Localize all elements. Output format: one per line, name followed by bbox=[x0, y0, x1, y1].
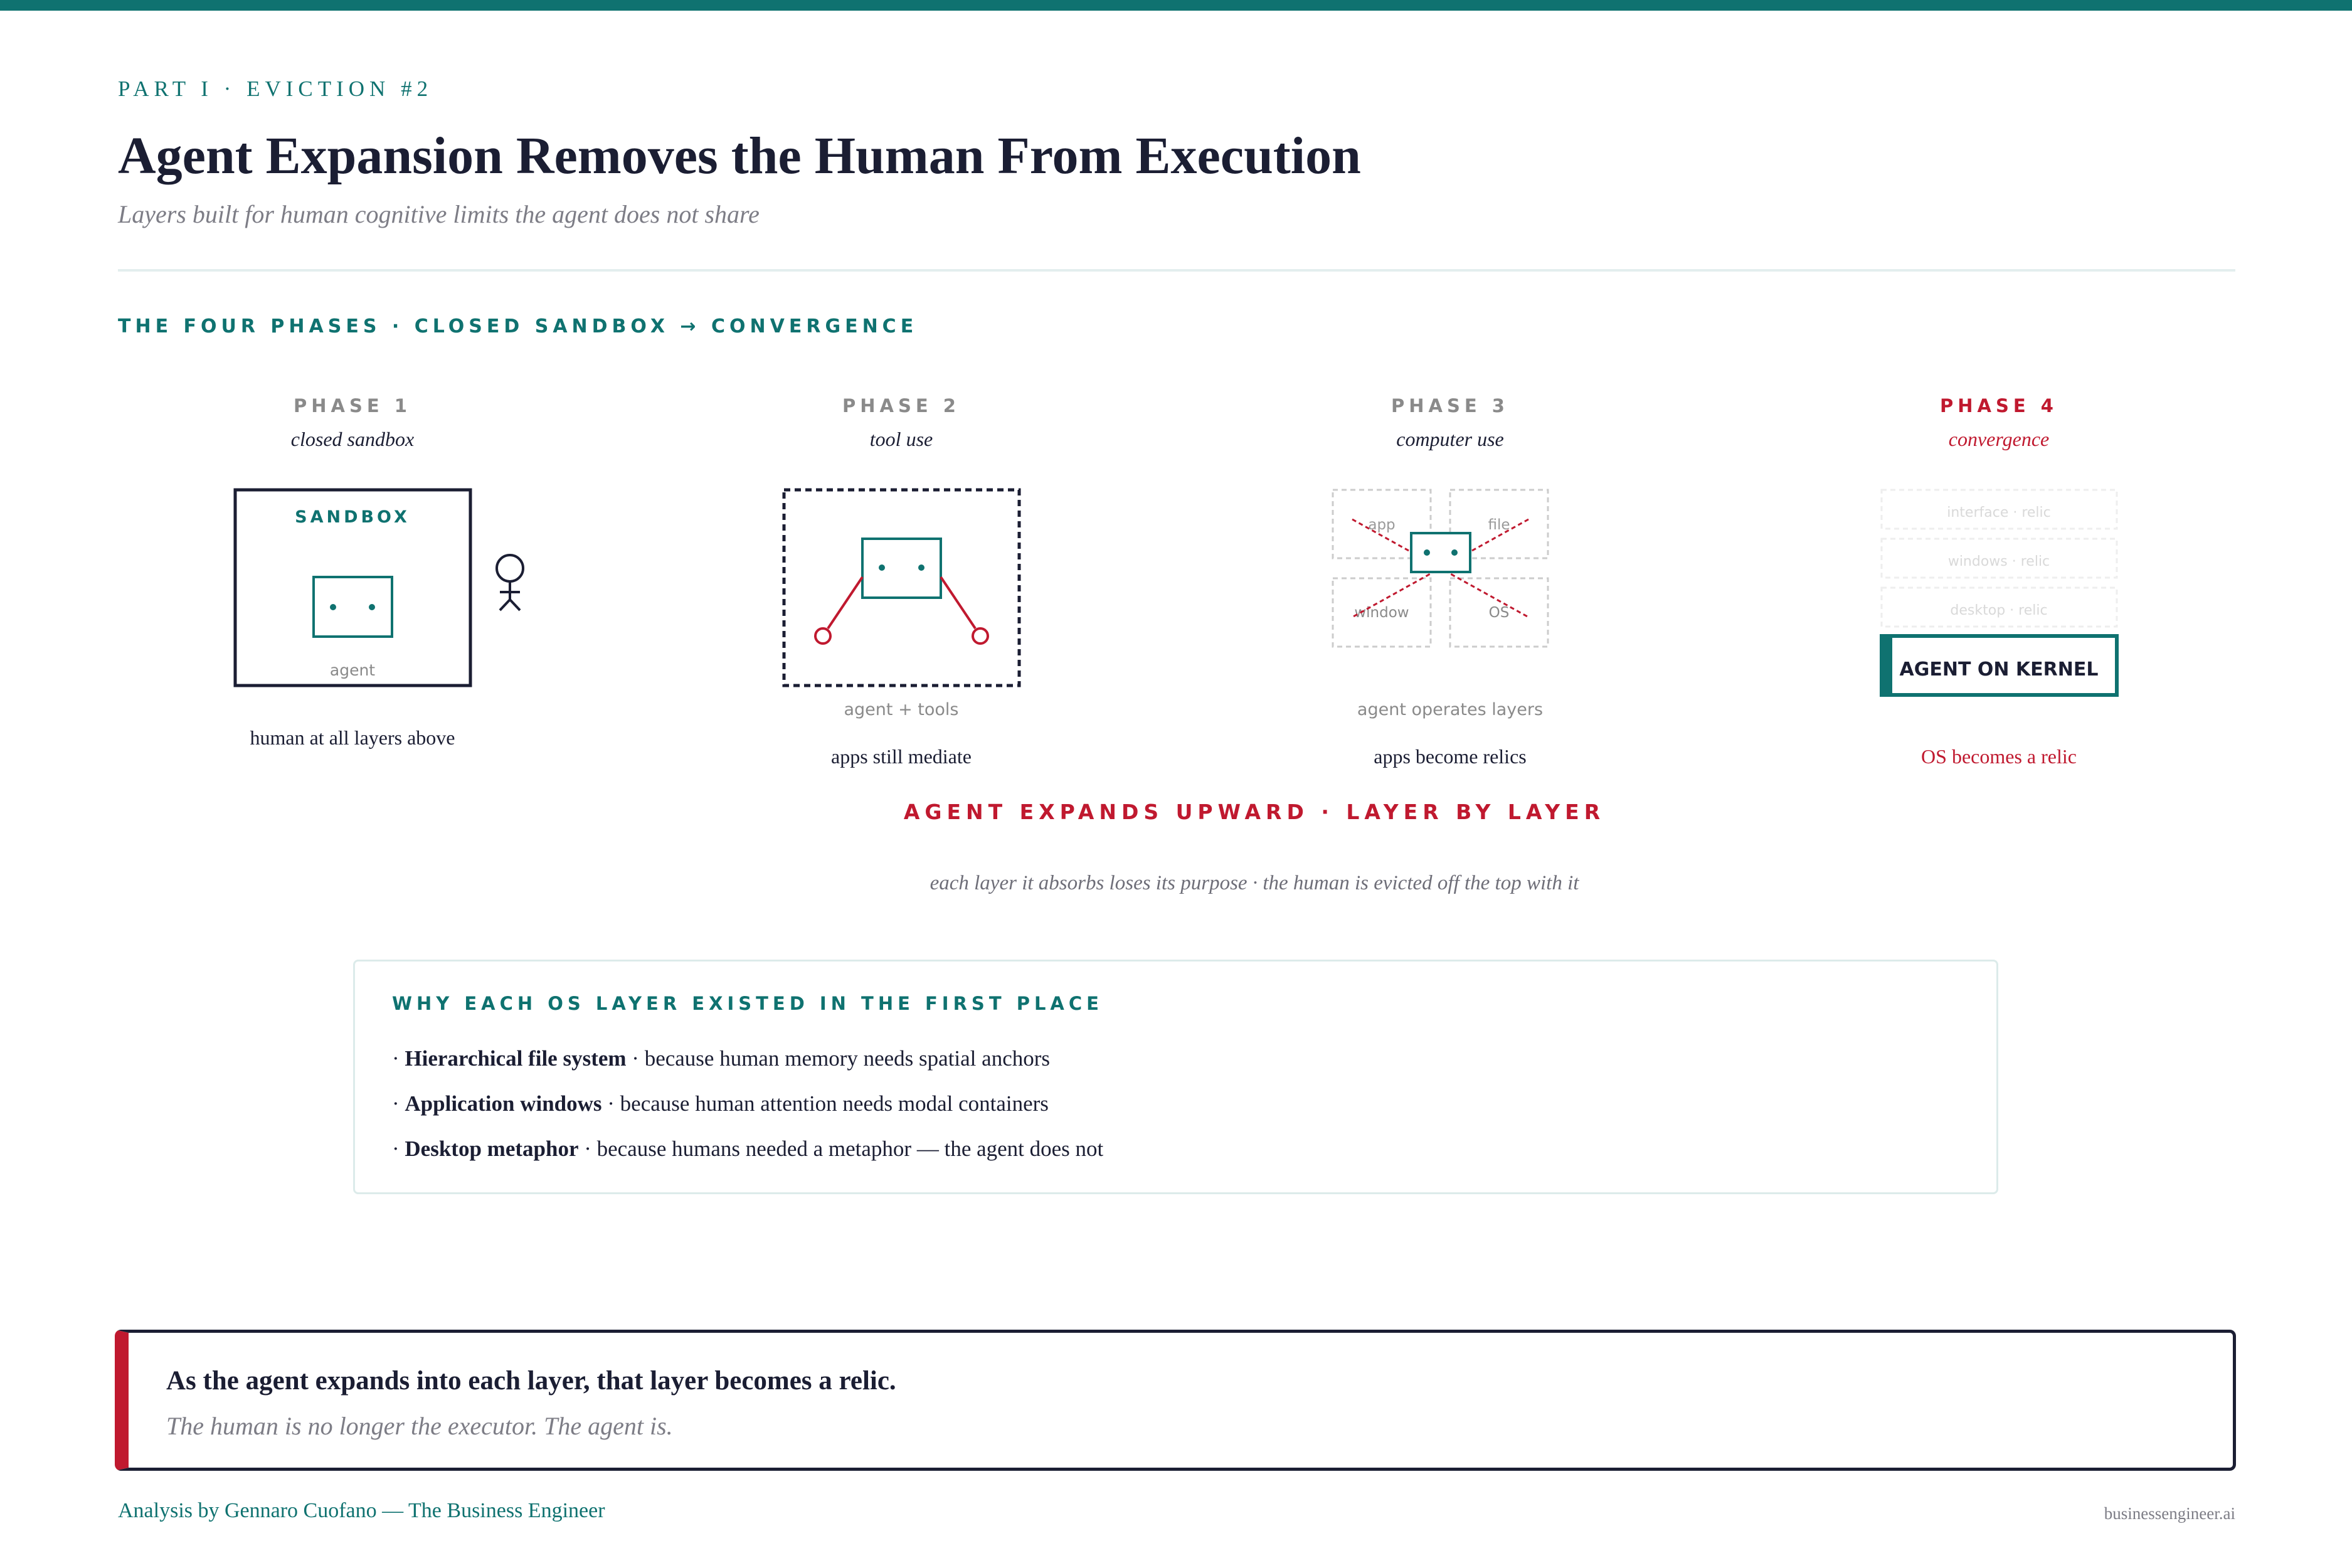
phase-1-sub: closed sandbox bbox=[290, 428, 415, 450]
phase-3-sub: computer use bbox=[1396, 428, 1504, 450]
callout-box bbox=[115, 1330, 2236, 1471]
reason-text: · because humans needed a metaphor — the agent does not bbox=[578, 1136, 1104, 1161]
reason-item: · Hierarchical file system · because human memory needs spatial anchors bbox=[392, 1046, 1051, 1071]
cell-window-label: window bbox=[1354, 605, 1409, 621]
relic-desktop-label: desktop · relic bbox=[1950, 603, 2048, 618]
tool-link-left bbox=[828, 577, 862, 628]
why-box-title: WHY EACH OS LAYER EXISTED IN THE FIRST PLACE bbox=[392, 993, 1103, 1014]
phase-4-caption: OS becomes a relic bbox=[1921, 745, 2077, 768]
phase-2-caption: apps still mediate bbox=[831, 745, 972, 768]
layers-caption: agent operates layers bbox=[1357, 700, 1544, 719]
callout-main: As the agent expands into each layer, that layer becomes a relic. bbox=[166, 1366, 896, 1396]
cell-app-label: app bbox=[1368, 517, 1396, 533]
phase-3-label: PHASE 3 bbox=[1391, 395, 1509, 416]
sandbox-title: SANDBOX bbox=[295, 507, 410, 527]
phase-2-diagram bbox=[784, 490, 1019, 719]
reason-text: · because human attention needs modal containers bbox=[601, 1091, 1049, 1116]
phase-3-diagram bbox=[1333, 490, 1548, 719]
tool-link-right bbox=[941, 577, 975, 628]
reason-item: · Application windows · because human attention needs modal containers bbox=[392, 1091, 1049, 1116]
tool-box bbox=[784, 490, 1019, 686]
agent-icon bbox=[862, 539, 941, 598]
footer-credit: Analysis by Gennaro Cuofano — The Business Engineer bbox=[118, 1499, 605, 1522]
tool-node-left bbox=[815, 628, 830, 644]
phase-2-sub: tool use bbox=[869, 428, 933, 450]
kernel-label: AGENT ON KERNEL bbox=[1899, 659, 2099, 681]
phase-1-label: PHASE 1 bbox=[294, 395, 411, 416]
kernel-accent bbox=[1882, 636, 1892, 695]
phase-2-label: PHASE 2 bbox=[842, 395, 960, 416]
phases-diagram bbox=[0, 0, 2352, 753]
cell-file-label: file bbox=[1488, 517, 1510, 533]
relic-windows-label: windows · relic bbox=[1947, 554, 2050, 569]
phase-4-diagram bbox=[1882, 490, 2117, 695]
tool-caption: agent + tools bbox=[844, 700, 959, 719]
cell-os-label: OS bbox=[1488, 605, 1510, 621]
tool-node-right bbox=[973, 628, 988, 644]
phase-1-diagram bbox=[235, 490, 523, 686]
arrow-title: AGENT EXPANDS UPWARD · LAYER BY LAYER bbox=[903, 800, 1606, 824]
relic-interface-label: interface · relic bbox=[1947, 505, 2051, 521]
callout-sub: The human is no longer the executor. The agent is. bbox=[166, 1412, 673, 1440]
agent-icon bbox=[1411, 533, 1470, 572]
phase-4-sub: convergence bbox=[1948, 428, 2050, 450]
phase-4-label: PHASE 4 bbox=[1940, 395, 2058, 416]
reason-term: Desktop metaphor bbox=[405, 1136, 579, 1161]
reason-text: · because human memory needs spatial anchors bbox=[626, 1046, 1051, 1071]
phase-1-caption: human at all layers above bbox=[250, 726, 455, 749]
reason-term: Application windows bbox=[405, 1091, 602, 1116]
section-title: THE FOUR PHASES · CLOSED SANDBOX → CONVERGENCE bbox=[118, 315, 918, 337]
page-subtitle: Layers built for human cognitive limits the agent does not share bbox=[118, 200, 760, 228]
arrow-note: each layer it absorbs loses its purpose · the human is evicted off the top with it bbox=[930, 872, 1579, 894]
human-icon bbox=[497, 555, 523, 610]
reason-term: Hierarchical file system bbox=[405, 1046, 627, 1071]
sandbox-caption: agent bbox=[329, 661, 376, 679]
page-title: Agent Expansion Removes the Human From Execution bbox=[118, 127, 1361, 185]
phase-3-caption: apps become relics bbox=[1374, 745, 1527, 768]
reason-item: · Desktop metaphor · because humans needed a metaphor — the agent does not bbox=[392, 1136, 1104, 1161]
agent-icon bbox=[314, 577, 392, 637]
part-label: PART I · EVICTION #2 bbox=[118, 77, 433, 101]
footer-site: businessengineer.ai bbox=[2104, 1504, 2235, 1523]
